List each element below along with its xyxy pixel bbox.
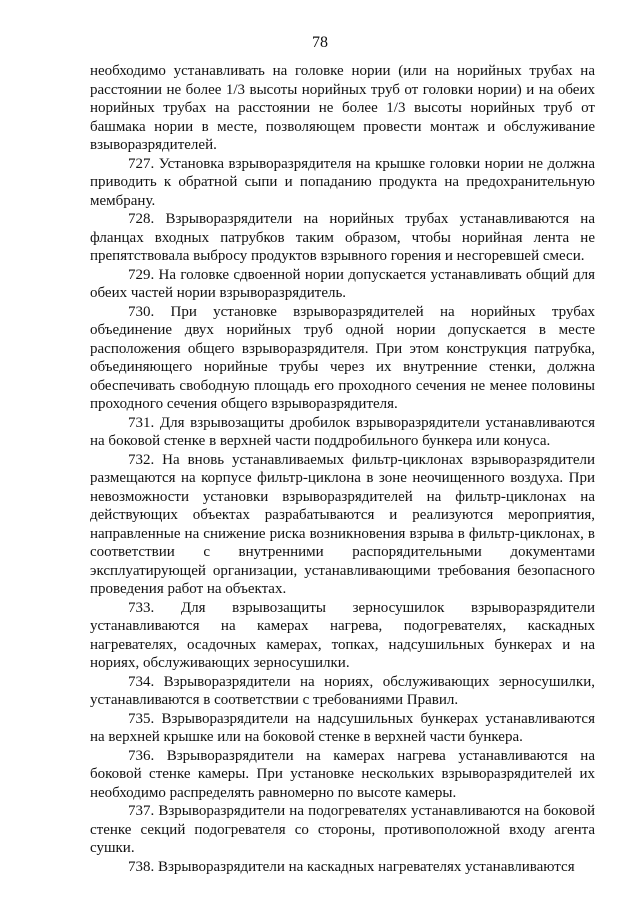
paragraph-731: 731. Для взрывозащиты дробилок взрыворазрядители устанавливаются на боковой стенке в верхней части поддробильного бункера или конуса. xyxy=(90,414,595,449)
paragraph-737: 737. Взрыворазрядители на подогревателях устанавливаются на боковой стенке секций подогревателя со стороны, противоположной входу агента сушки. xyxy=(90,803,595,856)
document-body xyxy=(90,62,595,876)
paragraph-729: 729. На головке сдвоенной нории допускается устанавливать общий для обеих частей нории взрыворазрядитель. xyxy=(90,266,595,301)
paragraph-732: 732. На вновь устанавливаемых фильтр-циклонах взрыворазрядители размещаются на корпусе фильтр-циклона в зоне неочищенного воздуха. При невозможности установки взрыворазрядителей на фильтр-циклонах на действующих объектах разрабатываются и реализуются мероприятия, направленные на снижение риска возникновения взрыва в фильтр-циклонах, в соответствии с внутренними распорядительными документами эксплуатирующей организации, устанавливающими требования безопасного проведения работ на объектах. xyxy=(90,451,595,597)
paragraph-733: 733. Для взрывозащиты зерносушилок взрыворазрядители устанавливаются на камерах нагрева, подогревателях, каскадных нагревателях, осадочных камерах, топках, надсушильных бункерах и на нориях, обслуживающих зерносушилки. xyxy=(90,599,595,671)
paragraph-730: 730. При установке взрыворазрядителей на норийных трубах объединение двух норийных труб одной нории допускается в месте расположения общего взрыворазрядителя. При этом конструкция патрубка, объединяющего норийные трубы через их внутренние стенки, должна обеспечивать свободную площадь его проходного сечения не менее половины проходного сечения общего взрыворазрядителя. xyxy=(90,303,595,412)
paragraph-736: 736. Взрыворазрядители на камерах нагрева устанавливаются на боковой стенке камеры. При установке нескольких взрыворазрядителей их необходимо распределять равномерно по высоте камеры. xyxy=(90,747,595,801)
paragraph-continuation: необходимо устанавливать на головке нории (или на норийных трубах на расстоянии не более 1/3 высоты норийных труб от головки нории) и на обеих норийных трубах на расстоянии не более 1/3 высоты норийных труб от башмака нории в месте, позволяющем провести монтаж и обслуживание взыворазрядителей. xyxy=(90,63,595,153)
page-number: 78 xyxy=(312,34,328,51)
paragraph-734: 734. Взрыворазрядители на нориях, обслуживающих зерносушилки, устанавливаются в соответствии с требованиями Правил. xyxy=(90,673,595,708)
paragraph-728: 728. Взрыворазрядители на норийных трубах устанавливаются на фланцах входных патрубков таким образом, чтобы норийная лента не препятствовала выбросу продуктов взрывного горения и несгоревшей смеси. xyxy=(90,211,595,264)
paragraph-738: 738. Взрыворазрядители на каскадных нагревателях устанавливаются xyxy=(128,858,575,875)
paragraph-735: 735. Взрыворазрядители на надсушильных бункерах устанавливаются на верхней крышке или на боковой стенке в верхней части бункера. xyxy=(90,710,595,745)
paragraph-727: 727. Установка взрыворазрядителя на крышке головки нории не должна приводить к обратной сыпи и попаданию продукта на предохранительную мембрану. xyxy=(90,155,595,209)
